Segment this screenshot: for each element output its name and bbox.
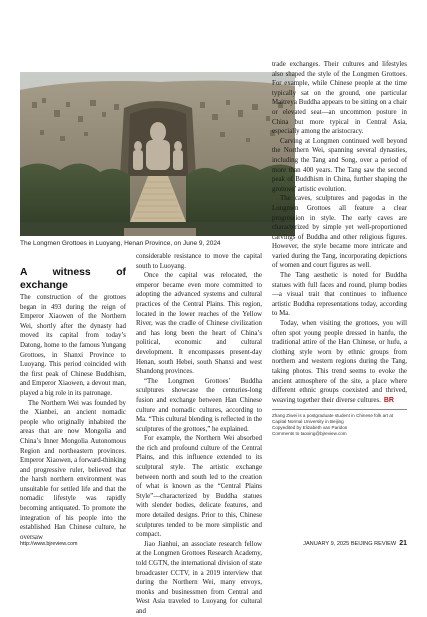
page-number: 21 — [399, 540, 407, 547]
paragraph: The Tang aesthetic is noted for Buddha statues with full faces and round, plump bodies—a visual trait that continues to influence artistic Buddha representations today, according to Ma. — [272, 272, 407, 318]
copyeditor-line: Copyedited by Elizabeth van Paridon — [272, 425, 348, 431]
bio-divider — [272, 409, 407, 410]
paragraph: considerable resistance to move the capital south to Luoyang. — [136, 253, 262, 270]
paragraph: The caves, sculptures and pagodas in the Longmen Grottoes all feature a clear progression in style. The early caves are characterized by simple yet well-proportioned carvings of Buddha and other religious figures. However, the style became more intricate and varied during the Tang, incorporating depictions of women and court figures as well. — [272, 195, 407, 270]
paragraph: Jiao Jianhui, an associate research fellow at the Longmen Grottoes Research Academy, told CGTN, the international division of state broadcaster CCTV, in a 2019 interview that during the Northern Wei, many envoys, monks and businessmen from Central and West Asia traveled to Luoyang for cultural and — [136, 540, 262, 615]
paragraph-final — [272, 319, 407, 405]
author-bio — [272, 413, 407, 437]
footer-issue-text: JANUARY 9, 2025 BEIJING REVIEW — [303, 541, 397, 547]
photo-caption: The Longmen Grottoes in Luoyang, Henan Province, on June 9, 2024 — [20, 240, 221, 247]
end-mark: BR — [383, 396, 394, 404]
paragraph: Carving at Longmen continued well beyond the Northern Wei, spanning several dynasties, including the Tang and Song, over a period of more than 400 years. The Tang saw the second peak of Buddhism in China, further shaping the grottoes’ artistic evolution. — [272, 137, 407, 193]
paragraph: The construction of the grottoes began in 493 during the reign of Emperor Xiaowen of the Northern Wei, shortly after the dynasty had moved its capital from today’s Datong, home to the famous Yungang Grottoes, in Shanxi Province to Luoyang. This period coincided with the first peak of Chinese Buddhism, and Emperor Xiaowen, a devout man, played a big role in its patronage. — [20, 294, 126, 397]
paragraph: trade exchanges. Their cultures and lifestyles also shaped the style of the Longmen Grottoes. For example, while Chinese people at the time typically sat on the ground, one particular Maitreya Buddha appears to be sitting on a chair or elevated seat—an uncommon posture in China but more typical in Central Asia, especially among the aristocracy. — [272, 61, 407, 136]
paragraph: The Northern Wei was founded by the Xianbei, an ancient nomadic people who originally inhabited the areas that are now Mongolia and China’s Inner Mongolia Autonomous Region and northeastern provinces. Emperor Xiaowen, a forward-thinking and progressive ruler, believed that the harsh northern environment was unsuitable for settled life and that the nomadic lifestyle was rapidly becoming antiquated. To promote the integration of his people into the established Han Chinese culture, he oversaw — [20, 399, 127, 541]
author-bio-line: Zhang Ziwei is a postgraduate student in Chinese folk art at Capital Normal University in Beijing — [272, 413, 394, 425]
footer-issue — [303, 540, 407, 547]
grottoes-photo-illustration — [20, 72, 295, 236]
paragraph: “The Longmen Grottoes’ Buddha sculptures showcase the centuries-long fusion and exchange between Han Chinese culture and nomadic cultures, according to Ma. “This cultural blending is reflected in the sculptures of the grottoes,” he explained. — [136, 377, 262, 433]
paragraph: For example, the Northern Wei absorbed the rich and profound culture of the Central Plains, and this influence extended to its sculptural style. The artistic exchange between north and south led to the creation of what is known as the “Central Plains Style”—characterized by Buddha statues with slender bodies, delicate features, and more detailed designs. Prior to this, Chinese sculptures tended to be more simplistic and compact. — [136, 435, 262, 539]
footer-url: http://www.bjreview.com — [20, 541, 78, 547]
paragraph: Once the capital was relocated, the emperor became even more committed to adopting the advanced systems and cultural practices of the Central Plains. This region, located in the lower reaches of the Yellow River, was the cradle of Chinese civilization and has long been the heart of China’s political, economic and cultural development. It encompasses present-day Henan, south Hebei, south Shanxi and west Shandong provinces. — [136, 272, 262, 376]
grottoes-photo — [20, 72, 295, 236]
article-column-2 — [136, 252, 262, 617]
article-column-1 — [20, 266, 126, 542]
article-column-3 — [272, 60, 407, 437]
comments-line: Comments to taoxing@bjreview.com — [272, 431, 347, 437]
paragraph-text: Today, when visiting the grottoes, you will often spot young people dressed in hanfu, the traditional attire of the Han Chinese, or hufu, a clothing style worn by ethnic groups from northern and western regions during the Tang, taking photos. This trend seems to evoke the ancient atmosphere of the site, a place where different ethnic groups coexisted and thrived, weaving together their diverse cultures. — [272, 320, 407, 404]
section-heading: A witness of exchange — [20, 267, 126, 291]
